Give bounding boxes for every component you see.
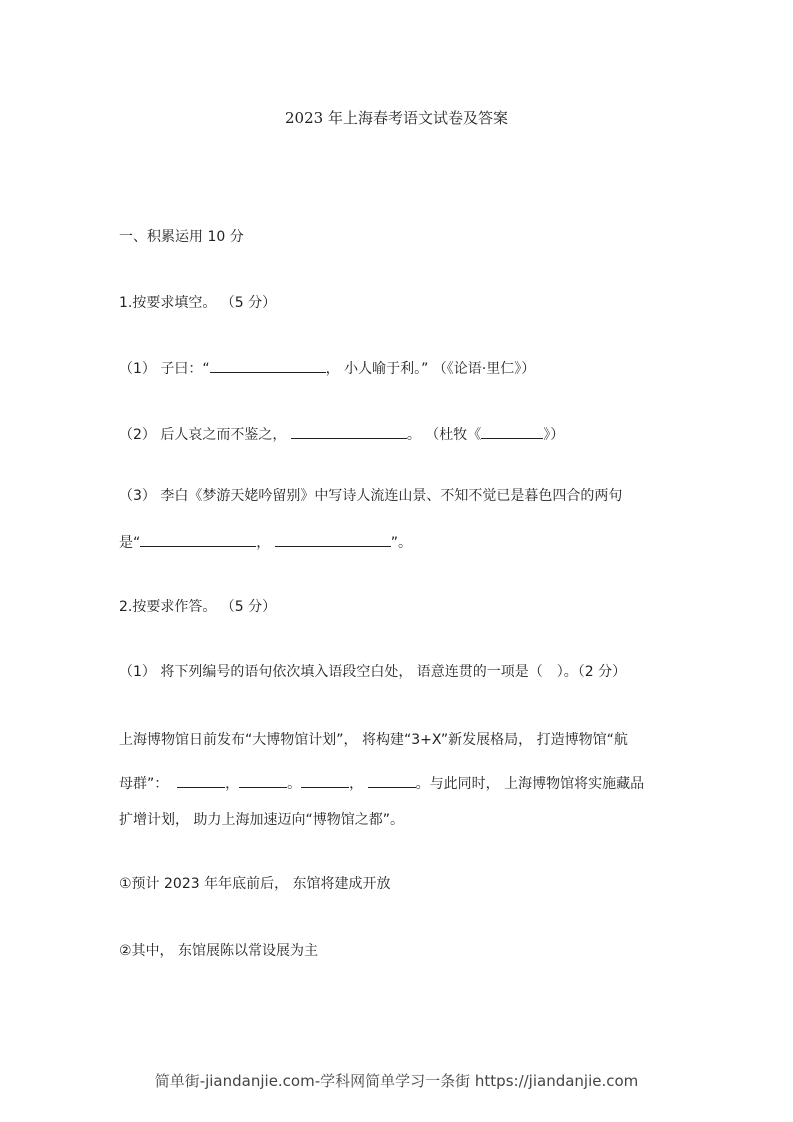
- text: （1） 子曰：“: [119, 361, 210, 377]
- footer-watermark: 简单街-jiandanjie.com-学科网简单学习一条街 https://jiandanjie.com: [154, 1072, 639, 1090]
- question-1-item-3-cont: [119, 532, 412, 553]
- text: ， 小人喻于利。” （《论语·里仁》）: [325, 361, 536, 377]
- answer-blank[interactable]: [177, 773, 225, 788]
- section-heading: 一、积累运用 10 分: [119, 229, 244, 245]
- question-1-item-1: [119, 358, 535, 379]
- text: ”。: [390, 535, 412, 551]
- question-2-item-1: （1） 将下列编号的语句依次填入语段空白处， 语意连贯的一项是（ ）。（2 分）: [119, 664, 627, 680]
- passage-line: [119, 773, 644, 794]
- question-1-item-2: [119, 424, 564, 445]
- page-title: 2023 年上海春考语文试卷及答案: [285, 109, 508, 127]
- answer-blank[interactable]: [140, 532, 256, 547]
- answer-blank[interactable]: [301, 773, 349, 788]
- passage-line: 上海博物馆日前发布“大博物馆计划”， 将构建“3+X”新发展格局， 打造博物馆“航: [119, 732, 628, 748]
- text: 。 （杜牧《: [406, 427, 482, 443]
- answer-blank[interactable]: [275, 532, 391, 547]
- question-1-item-3: （3） 李白《梦游天姥吟留别》中写诗人流连山景、不知不觉已是暮色四合的两句: [119, 488, 623, 504]
- text: ，: [349, 776, 364, 792]
- answer-blank[interactable]: [368, 773, 416, 788]
- option-1: ①预计 2023 年年底前后， 东馆将建成开放: [119, 876, 391, 892]
- question-2-heading: 2.按要求作答。 （5 分）: [119, 599, 277, 615]
- text: 。: [287, 776, 302, 792]
- text: 母群”：: [119, 776, 169, 792]
- text: ，: [225, 776, 240, 792]
- answer-blank[interactable]: [239, 773, 287, 788]
- answer-blank[interactable]: [481, 424, 543, 439]
- text: 是“: [119, 535, 141, 551]
- text: 。与此同时， 上海博物馆将实施藏品: [415, 776, 645, 792]
- answer-blank[interactable]: [291, 424, 407, 439]
- text: （2） 后人哀之而不鉴之，: [119, 427, 287, 443]
- passage-line: 扩增计划， 助力上海加速迈向“博物馆之都”。: [119, 812, 404, 828]
- text: ，: [256, 535, 271, 551]
- text: 》）: [543, 427, 565, 443]
- question-1-heading: 1.按要求填空。 （5 分）: [119, 295, 277, 311]
- option-2: ②其中， 东馆展陈以常设展为主: [119, 943, 319, 959]
- answer-blank[interactable]: [210, 358, 326, 373]
